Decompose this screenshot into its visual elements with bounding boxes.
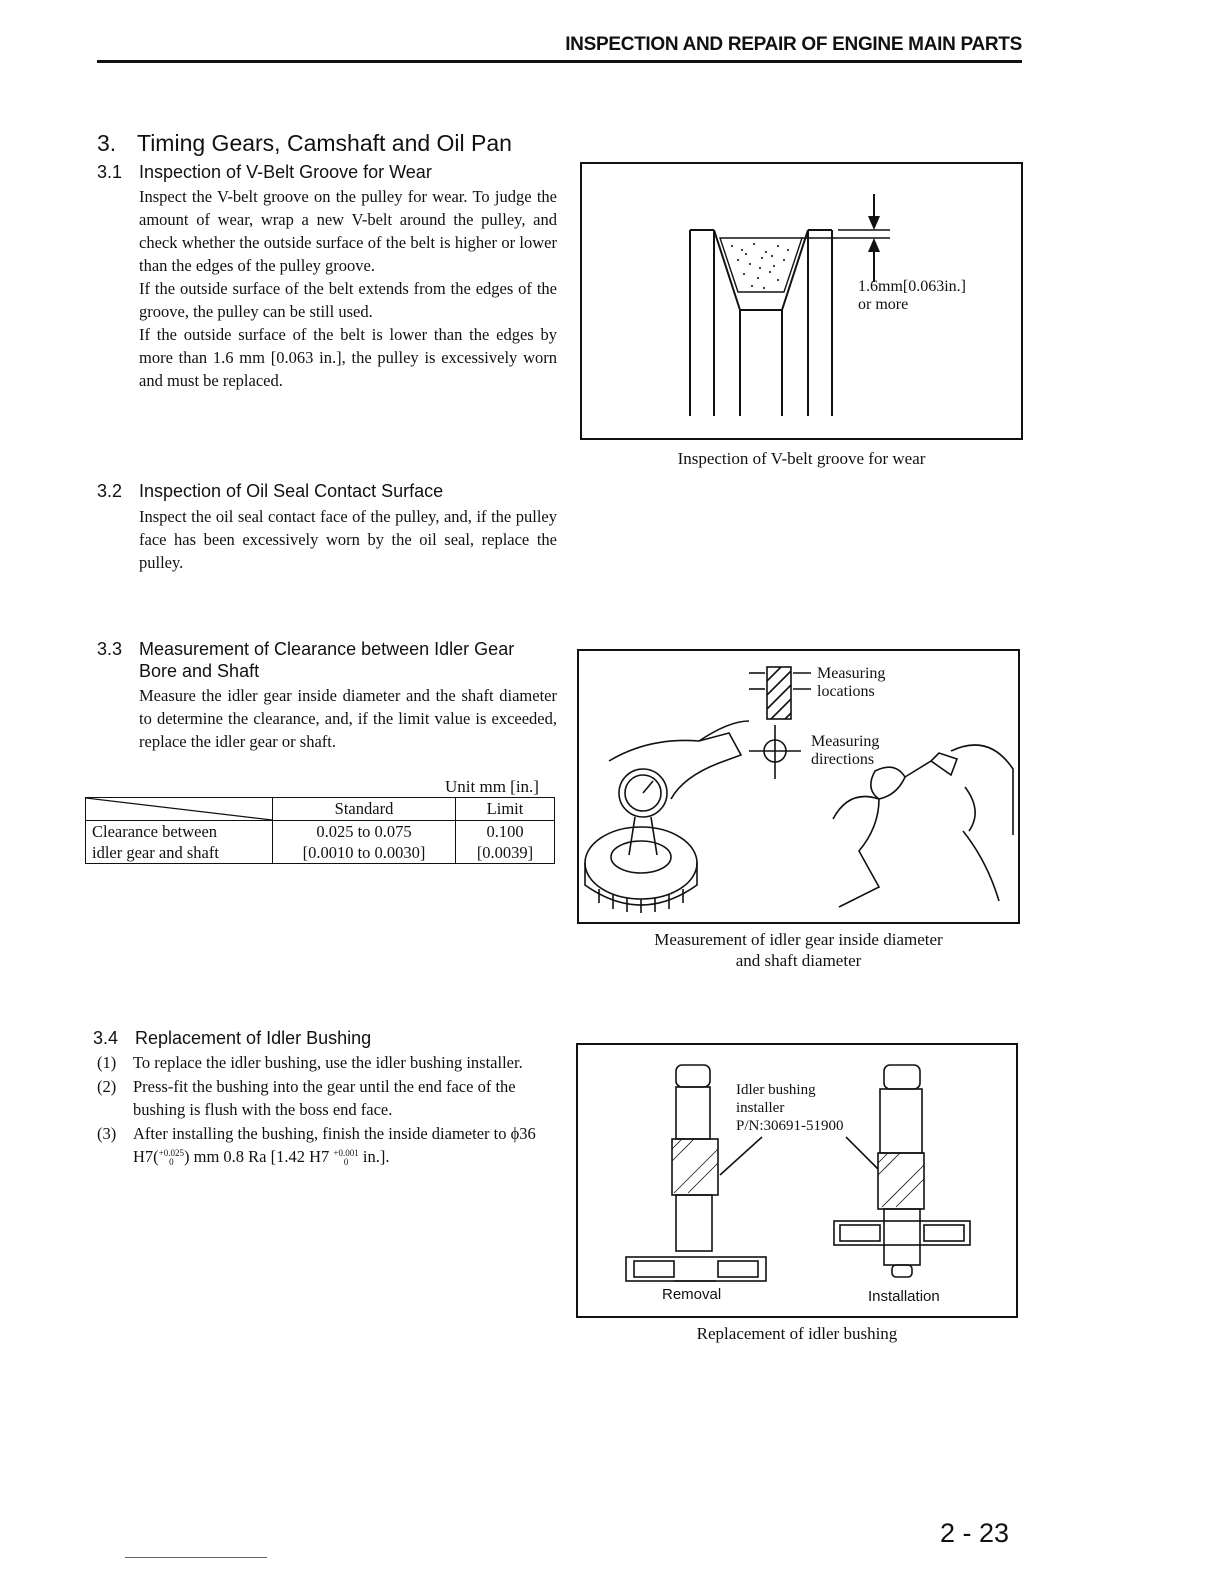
row-label <box>86 821 273 864</box>
tolerance-mm <box>159 1149 184 1167</box>
subsection-3-1-body <box>139 185 557 392</box>
tolerance-in <box>333 1149 358 1167</box>
section-title-text: Timing Gears, Camshaft and Oil Pan <box>137 130 512 156</box>
table-header-row <box>86 798 555 821</box>
row-label-line: idler gear and shaft <box>92 843 219 862</box>
procedure-step <box>97 1122 553 1168</box>
subsection-3-4-heading <box>93 1028 371 1049</box>
subsection-number: 3.2 <box>97 481 123 501</box>
step-text: Press-fit the bushing into the gear until the end face of the bushing is flush with the boss end face. <box>133 1077 516 1119</box>
page-number: 2 - 23 <box>940 1518 1010 1548</box>
footer-line <box>125 1557 267 1558</box>
measuring-directions-label <box>811 733 879 769</box>
limit-value <box>456 821 555 864</box>
measuring-locations-label <box>817 665 885 701</box>
removal-label: Removal <box>662 1286 722 1303</box>
paragraph: If the outside surface of the belt extends from the edges of the groove, the pulley can be still used. <box>139 279 557 321</box>
paragraph: If the outside surface of the belt is lower than the edges by more than 1.6 mm [0.063 in.], the pulley is excessively worn and must be replaced. <box>139 325 557 390</box>
idler-bushing-figure <box>576 1043 1018 1318</box>
caption-line: and shaft diameter <box>735 951 862 970</box>
standard-value <box>273 821 456 864</box>
label-line: directions <box>811 751 875 768</box>
limit-mm: 0.100 <box>486 822 524 841</box>
subsection-title: Inspection of Oil Seal Contact Surface <box>139 481 444 501</box>
section-number: 3. <box>97 130 117 156</box>
unit-label: Unit mm [in.] <box>445 777 539 796</box>
procedure-steps <box>97 1051 553 1169</box>
subsection-number: 3.4 <box>93 1028 119 1048</box>
tolerance-lower: 0 <box>169 1157 174 1168</box>
step-text: ) mm 0.8 Ra [1.42 H7 <box>184 1147 334 1166</box>
subsection-3-2-body <box>139 505 557 574</box>
idler-gear-measurement-diagram <box>579 651 1018 922</box>
column-header-standard: Standard <box>273 798 456 821</box>
step-number: (2) <box>97 1077 117 1096</box>
procedure-step <box>97 1075 553 1121</box>
step-text: To replace the idler bushing, use the idler bushing installer. <box>133 1053 523 1072</box>
tolerance-upper: +0.025 <box>158 1148 184 1159</box>
subsection-3-1-heading <box>97 162 432 183</box>
paragraph: Inspect the oil seal contact face of the pulley, and, if the pulley face has been excessively worn by the oil seal, replace the pulley. <box>139 507 557 572</box>
subsection-3-3-body <box>139 684 557 753</box>
diagonal-line <box>86 798 272 820</box>
label-line: locations <box>817 683 875 700</box>
dimension-value: 1.6mm[0.063in.] <box>858 278 966 295</box>
subsection-title-cont: Bore and Shaft <box>139 661 260 681</box>
column-header-limit: Limit <box>456 798 555 821</box>
label-line: installer <box>736 1100 785 1116</box>
figure-caption: Replacement of idler bushing <box>696 1324 898 1343</box>
corner-cell <box>86 798 273 821</box>
clearance-table <box>85 797 555 864</box>
label-line: Measuring <box>817 665 886 682</box>
subsection-number: 3.3 <box>97 639 123 659</box>
tolerance-upper: +0.001 <box>333 1148 359 1159</box>
standard-in: [0.0010 to 0.0030] <box>302 843 426 862</box>
dimension-qualifier: or more <box>858 296 909 313</box>
subsection-title: Replacement of Idler Bushing <box>135 1028 372 1048</box>
installation-label: Installation <box>868 1288 940 1305</box>
idler-gear-measurement-figure <box>577 649 1020 924</box>
limit-in: [0.0039] <box>476 843 534 862</box>
tolerance-lower: 0 <box>343 1157 349 1168</box>
subsection-title: Measurement of Clearance between Idler Gear <box>139 639 515 659</box>
label-line: Idler bushing <box>736 1082 816 1098</box>
figure-caption <box>577 929 1020 971</box>
header-rule <box>97 60 1022 63</box>
running-header: INSPECTION AND REPAIR OF ENGINE MAIN PARTS <box>565 34 1022 55</box>
dimension-label <box>858 278 966 314</box>
subsection-number: 3.1 <box>97 162 123 182</box>
bushing-installer-label <box>736 1081 844 1135</box>
paragraph: Measure the idler gear inside diameter and the shaft diameter to determine the clearance, and, if the limit value is exceeded, replace the idler gear or shaft. <box>139 686 557 751</box>
figure-caption: Inspection of V-belt groove for wear <box>677 449 926 468</box>
procedure-step <box>97 1051 553 1074</box>
step-text: in.]. <box>358 1147 390 1166</box>
row-label-line: Clearance between <box>92 822 218 841</box>
part-number: P/N:30691-51900 <box>736 1118 844 1134</box>
standard-mm: 0.025 to 0.075 <box>316 822 412 841</box>
vbelt-groove-figure <box>580 162 1023 440</box>
label-line: Measuring <box>811 733 880 750</box>
table-row <box>86 821 555 864</box>
caption-line: Measurement of idler gear inside diameter <box>654 930 943 949</box>
paragraph: Inspect the V-belt groove on the pulley for wear. To judge the amount of wear, wrap a new V-belt around the pulley, and check whether the outside surface of the belt is higher or lower than the edges of the pulley groove. <box>139 187 557 275</box>
step-number: (1) <box>97 1053 117 1072</box>
subsection-3-3-heading <box>97 638 557 682</box>
step-number: (3) <box>97 1124 117 1143</box>
section-title <box>97 130 512 157</box>
subsection-title: Inspection of V-Belt Groove for Wear <box>139 162 432 182</box>
step-text: After installing the bushing, finish the inside diameter to ϕ36 H7( <box>133 1124 536 1166</box>
subsection-3-2-heading <box>97 481 443 502</box>
